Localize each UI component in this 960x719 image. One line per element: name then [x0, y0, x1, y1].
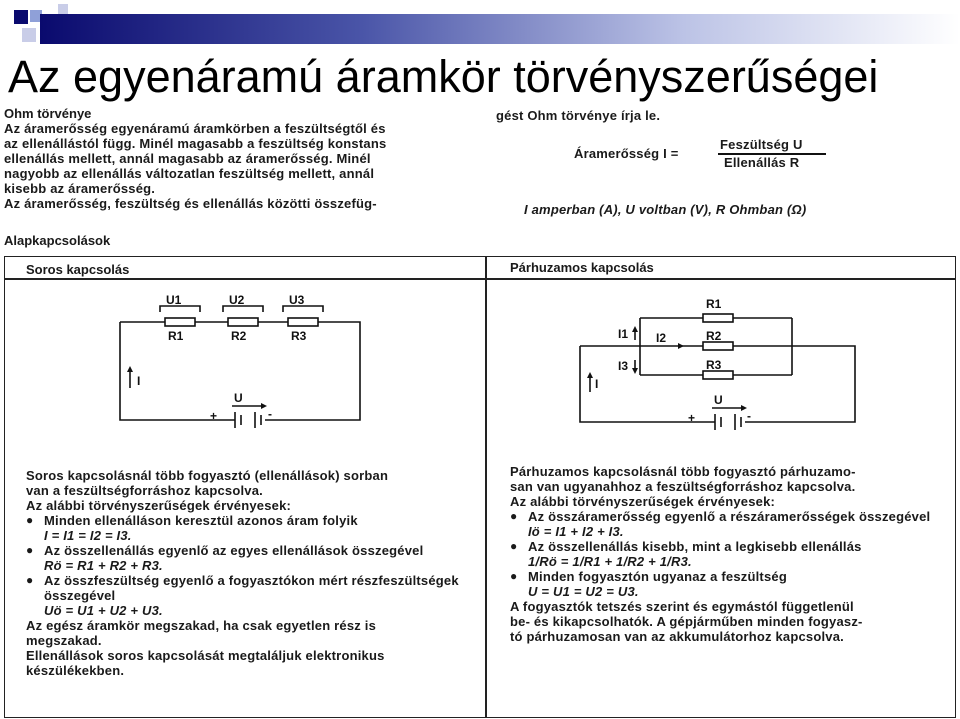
series-closing: Ellenállások soros kapcsolását megtaláljuk elektronikus: [26, 648, 385, 663]
parallel-formula: Iö = I1 + I2 + I3.: [528, 524, 624, 539]
parallel-r3-label: R3: [706, 358, 722, 372]
parallel-i2-label: I2: [656, 331, 667, 345]
series-title: Soros kapcsolás: [26, 262, 130, 277]
decor-square-light-3: [22, 28, 36, 42]
series-closing: megszakad.: [26, 633, 102, 648]
parallel-source-u: U: [714, 393, 723, 407]
parallel-formula: U = U1 = U2 = U3.: [528, 584, 639, 599]
series-current-label: I: [137, 374, 141, 388]
ohm-line: Az áramerősség egyenáramú áramkörben a feszültségtől és: [4, 121, 386, 136]
parallel-r2-label: R2: [706, 329, 722, 343]
series-r2-label: R2: [231, 329, 247, 343]
parallel-circuit-diagram: [570, 290, 870, 430]
decor-square-light-4: [58, 4, 68, 14]
parallel-i1-label: I1: [618, 327, 629, 341]
series-formula: Uö = U1 + U2 + U3.: [44, 603, 163, 618]
parallel-title: Párhuzamos kapcsolás: [510, 260, 654, 275]
ohm-line: ellenállás mellett, annál magasabb az áramerősség. Minél: [4, 151, 371, 166]
series-u1-label: U1: [166, 293, 182, 307]
series-u3-label: U3: [289, 293, 305, 307]
ohm-line: kisebb az áramerősség.: [4, 181, 156, 196]
series-text-block: [26, 468, 476, 678]
parallel-r1-label: R1: [706, 297, 722, 311]
series-circuit-diagram: [110, 290, 370, 430]
parallel-bullet: ● Az összellenállás kisebb, mint a legkisebb ellenállás: [510, 539, 950, 554]
series-u2-label: U2: [229, 293, 245, 307]
parallel-i3-label: I3: [618, 359, 629, 373]
series-line: Soros kapcsolásnál több fogyasztó (ellenállások) sorban: [26, 468, 389, 483]
series-r1-label: R1: [168, 329, 184, 343]
series-minus: -: [268, 407, 272, 421]
header-gradient-bar: [40, 14, 960, 44]
ohm-line: nagyobb az ellenállás változatlan feszültség mellett, annál: [4, 166, 375, 181]
parallel-bullet: ● Az összáramerősség egyenlő a részáramerősségek összegével: [510, 509, 950, 524]
parallel-closing: A fogyasztók tetszés szerint és egymástól függetlenül: [510, 599, 854, 614]
ohm-heading: Ohm törvénye: [4, 106, 92, 121]
series-line: van a feszültségforráshoz kapcsolva.: [26, 483, 263, 498]
series-closing: készülékekben.: [26, 663, 125, 678]
parallel-line: Az alábbi törvényszerűségek érvényesek:: [510, 494, 776, 509]
parallel-bullet: ● Minden fogyasztón ugyanaz a feszültség: [510, 569, 950, 584]
ohm-continuation: gést Ohm törvénye írja le.: [496, 108, 661, 123]
parallel-line: san van ugyanahhoz a feszültségforráshoz kapcsolva.: [510, 479, 856, 494]
ohm-units: I amperban (A), U voltban (V), R Ohmban (Ω): [524, 202, 807, 217]
parallel-minus: -: [747, 409, 751, 423]
series-formula: Rö = R1 + R2 + R3.: [44, 558, 163, 573]
title-divider: [4, 278, 956, 280]
series-r3-label: R3: [291, 329, 307, 343]
ohm-formula-denominator: Ellenállás R: [724, 155, 800, 170]
series-plus: +: [210, 409, 218, 423]
series-bullet: ● Az összellenállás egyenlő az egyes ellenállások összegével: [26, 543, 476, 558]
series-line: Az alábbi törvényszerűségek érvényesek:: [26, 498, 292, 513]
ohm-line: Az áramerősség, feszültség és ellenállás közötti összefüg-: [4, 196, 377, 211]
parallel-text-block: [510, 464, 950, 644]
parallel-formula: 1/Rö = 1/R1 + 1/R2 + 1/R3.: [528, 554, 692, 569]
parallel-closing: be- és kikapcsolhatók. A gépjárműben minden fogyasz-: [510, 614, 863, 629]
ohm-formula-numerator: Feszültség U: [720, 137, 803, 152]
basic-heading: Alapkapcsolások: [4, 233, 111, 248]
ohm-line: az ellenállástól függ. Minél magasabb a feszültség konstans: [4, 136, 387, 151]
series-bullet: ● Az összfeszültség egyenlő a fogyasztókon mért részfeszültségek összegével: [26, 573, 476, 603]
series-closing: Az egész áramkör megszakad, ha csak egyetlen rész is: [26, 618, 377, 633]
parallel-line: Párhuzamos kapcsolásnál több fogyasztó párhuzamo-: [510, 464, 856, 479]
ohm-section: [4, 106, 484, 211]
series-formula: I = I1 = I2 = I3.: [44, 528, 132, 543]
series-bullet: ● Minden ellenálláson keresztül azonos áram folyik: [26, 513, 476, 528]
ohm-formula-lhs: Áramerősség I =: [574, 146, 679, 161]
decor-square-dark: [14, 10, 28, 24]
slide-title: Az egyenáramú áramkör törvényszerűségei: [8, 51, 879, 102]
parallel-current-label: I: [595, 377, 599, 391]
series-source-u: U: [234, 391, 243, 405]
parallel-plus: +: [688, 411, 696, 425]
parallel-closing: tó párhuzamosan van az akkumulátorhoz kapcsolva.: [510, 629, 844, 644]
